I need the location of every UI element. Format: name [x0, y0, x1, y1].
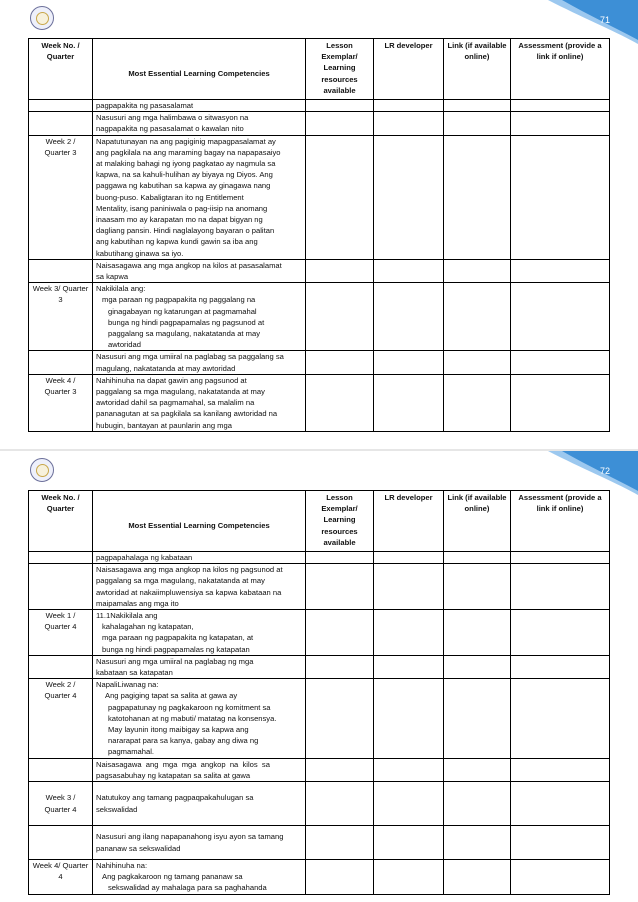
- link-col-header: Link (if available online): [444, 491, 511, 552]
- competency-cell: Naisasagawa ang mga angkop na kilos ng pagsunod at paggalang sa mga magulang, nakatatanda at may awtoridad at nakaiimpluwensiya sa kapwa kabataan na maipamalas ang mga ito: [93, 564, 306, 610]
- week-cell: Week 3/ Quarter 3: [29, 283, 93, 351]
- week-cell: [29, 552, 93, 564]
- table-row: [29, 758, 610, 781]
- melc-table: [28, 38, 610, 432]
- week-cell: [29, 758, 93, 781]
- table-row: [29, 564, 610, 610]
- table-row: [29, 860, 610, 895]
- table-row: [29, 135, 610, 259]
- competency-cell: pagpapahalaga ng kabataan: [93, 552, 306, 564]
- table-row: [29, 283, 610, 351]
- competency-cell: Naisasagawa ang mga mga angkop na kilos sa pagsasabuhay ng katapatan sa salita at gawa: [93, 758, 306, 781]
- lr-developer-col-header: LR developer: [374, 491, 444, 552]
- competency-cell: Nahihinuha na dapat gawin ang pagsunod at paggalang sa mga magulang, nakatatanda at may awtoridad dahil sa pagmamahal, sa malalim na pananagutan at sa pagkilala sa kanilang awtoridad na hubugin, bantayan at paunlarin ang mga: [93, 374, 306, 431]
- deped-seal-icon: [30, 458, 54, 482]
- deped-seal-icon: [30, 6, 54, 30]
- week-cell: [29, 564, 93, 610]
- week-cell: [29, 112, 93, 135]
- assessment-col-header: Assessment (provide a link if online): [511, 39, 610, 100]
- page-number: 72: [599, 466, 610, 476]
- competency-cell: Nasusuri ang mga umiiral na paglabag ng mga kabataan sa katapatan: [93, 655, 306, 678]
- assessment-col-header: Assessment (provide a link if online): [511, 491, 610, 552]
- melc-table: [28, 490, 610, 895]
- table-row: [29, 112, 610, 135]
- exemplar-col-header: Lesson Exemplar/ Learning resources available: [306, 39, 374, 100]
- week-cell: Week 2 / Quarter 4: [29, 679, 93, 758]
- table-row: [29, 259, 610, 282]
- week-cell: Week 4 / Quarter 3: [29, 374, 93, 431]
- table-row: [29, 610, 610, 656]
- competency-cell: pagpapakita ng pasasalamat: [93, 100, 306, 112]
- competency-cell: Napatutunayan na ang pagiginig mapagpasalamat ay ang pagkilala na ang maraming bagay na napapasaiyo at malaking bahagi ng iyong pagkatao ay nagmula sa kapwa, na sa kahuli-hulihan ay biyaya ng Diyos. Ang paggawa ng kabutihan sa kapwa ay ginagawa nang buong-puso. Kabaligtaran ito ng Entitlement Mentality, isang paniniwala o pag-iisip na anomang inaasam mo ay karapatan mo na dapat bigyan ng dagliang pansin. Hindi naglalayong bayaran o palitan ang kabutihan ng kapwa kundi gawin sa iba ang kabutihang ginawa sa iyo.: [93, 135, 306, 259]
- week-cell: [29, 826, 93, 860]
- competency-cell: Nasusuri ang ilang napapanahong isyu ayon sa tamang pananaw sa sekswalidad: [93, 826, 306, 860]
- competency-cell: Nasusuri ang mga umiiral na paglabag sa paggalang sa magulang, nakatatanda at may awtoridad: [93, 351, 306, 374]
- table-row: [29, 100, 610, 112]
- corner-wave-decoration: [528, 451, 638, 495]
- link-col-header: Link (if available online): [444, 39, 511, 100]
- exemplar-col-header: Lesson Exemplar/ Learning resources available: [306, 491, 374, 552]
- page-72: [0, 451, 638, 902]
- header-row: [29, 39, 610, 100]
- lr-developer-col-header: LR developer: [374, 39, 444, 100]
- competency-cell: 11.1Nakikilala ang kahalagahan ng katapatan, mga paraan ng pagpapakita ng katapatan, at bunga ng hindi pagpapamalas ng katapatan: [93, 610, 306, 656]
- week-cell: [29, 259, 93, 282]
- table-row: [29, 826, 610, 860]
- week-cell: Week 1 / Quarter 4: [29, 610, 93, 656]
- competency-cell: Natutukoy ang tamang pagpaqpakahulugan sa sekswalidad: [93, 782, 306, 826]
- header-row: [29, 491, 610, 552]
- table-row: [29, 782, 610, 826]
- competency-cell: Nasusuri ang mga halimbawa o sitwasyon na nagpapakita ng pasasalamat o kawalan nito: [93, 112, 306, 135]
- week-col-header: Week No. / Quarter: [29, 491, 93, 552]
- table-row: [29, 679, 610, 758]
- table-row: [29, 351, 610, 374]
- competency-cell: NapaliLiwanag na: Ang pagiging tapat sa salita at gawa ay pagpapatunay ng pagkakaroon ng komitment sa katotohanan at ng mabuti/ matatag na konsensya. May layunin itong maibigay sa kapwa ang nararapat para sa kanya, gabay ang diwa ng pagmamahal.: [93, 679, 306, 758]
- week-cell: Week 3 / Quarter 4: [29, 782, 93, 826]
- table-row: [29, 552, 610, 564]
- week-cell: Week 4/ Quarter 4: [29, 860, 93, 895]
- week-cell: [29, 351, 93, 374]
- competency-cell: Nahihinuha na: Ang pagkakaroon ng tamang pananaw sa sekswalidad ay mahalaga para sa paghahanda: [93, 860, 306, 895]
- table-row: [29, 655, 610, 678]
- week-cell: Week 2 / Quarter 3: [29, 135, 93, 259]
- page-number: 71: [599, 15, 610, 25]
- week-cell: [29, 100, 93, 112]
- competencies-col-header: Most Essential Learning Competencies: [93, 491, 306, 552]
- week-cell: [29, 655, 93, 678]
- table-row: [29, 374, 610, 431]
- competency-cell: Nakikilala ang: mga paraan ng pagpapakita ng paggalang na ginagabayan ng katarungan at pagmamahal bunga ng hindi pagpapamalas ng pagsunod at paggalang sa magulang, nakatatanda at may awtoridad: [93, 283, 306, 351]
- competency-cell: Naisasagawa ang mga angkop na kilos at pasasalamat sa kapwa: [93, 259, 306, 282]
- competencies-col-header: Most Essential Learning Competencies: [93, 39, 306, 100]
- week-col-header: Week No. / Quarter: [29, 39, 93, 100]
